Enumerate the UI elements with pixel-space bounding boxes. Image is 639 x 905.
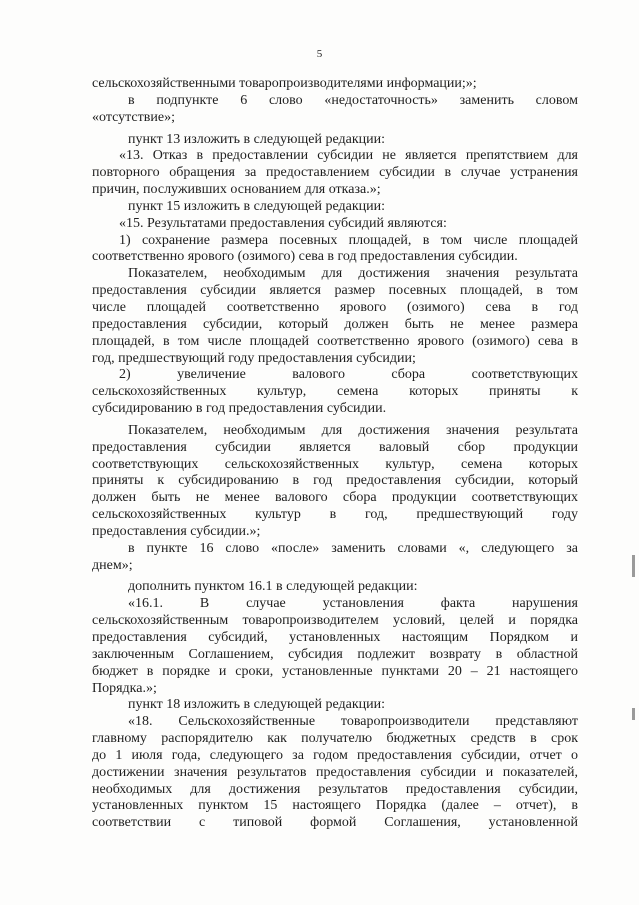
text-line: 1) сохранение размера посевных площадей, в том числе площадей — [119, 232, 578, 248]
text-line: «18. Сельскохозяйственные товаропроизводители представляют — [128, 714, 578, 730]
text-line: в подпункте 6 слово «недостаточность» заменить словом — [128, 92, 578, 108]
text-line: 2) увеличение валового сбора соответствующих — [119, 367, 578, 383]
text-line: главному распорядителю как получателю бюджетных средств в срок — [92, 731, 578, 747]
text-line: числе площадей соответственно ярового (озимого) сева в год — [92, 299, 578, 315]
text-line: «16.1. В случае установления факта нарушения — [128, 596, 578, 612]
text-line: предоставления субсидий, установленных настоящим Порядком и — [92, 630, 578, 645]
page-number: 5 — [316, 48, 323, 60]
text-line: Порядка.»; — [92, 680, 157, 696]
text-line: установленных пунктом 15 настоящего Порядка (далее – отчет), в — [92, 798, 578, 814]
text-line: днем»; — [92, 557, 133, 573]
text-line: «15. Результатами предоставления субсидий являются: — [119, 215, 447, 231]
scan-edge-mark — [632, 555, 635, 577]
text-line: Показателем, необходимым для достижения значения результата — [128, 266, 578, 282]
document-body — [92, 76, 578, 832]
text-line: соответствии с типовой формой Соглашения, установленной — [92, 815, 578, 831]
text-line: предоставления субсидии, который должен быть не менее размера — [92, 316, 578, 332]
text-line: предоставления субсидии.»; — [92, 523, 261, 539]
text-line: соответственно ярового (озимого) сева в год предоставления субсидии. — [92, 249, 518, 265]
text-line: пункт 13 изложить в следующей редакции: — [128, 131, 385, 147]
text-line: Показателем, необходимым для достижения значения результата — [128, 422, 578, 438]
text-line: дополнить пунктом 16.1 в следующей редакции: — [128, 579, 418, 595]
text-line: сельскохозяйственных культур в год, предшествующий году — [92, 507, 578, 523]
text-line: пункт 15 изложить в следующей редакции: — [128, 198, 385, 214]
text-line: площадей, в том числе площадей соответственно ярового (озимого) сева в — [92, 333, 578, 349]
text-line: необходимых для достижения результатов предоставления субсидии, — [92, 781, 578, 797]
text-line: сельскохозяйственными товаропроизводителями информации;»; — [92, 76, 477, 91]
text-line: «13. Отказ в предоставлении субсидии не является препятствием для — [119, 148, 578, 164]
text-line: предоставления субсидии является размер посевных площадей, в том — [92, 283, 578, 299]
text-line: пункт 18 изложить в следующей редакции: — [128, 697, 385, 713]
text-line: до 1 июля года, следующего за годом предоставления субсидии, отчет о — [92, 747, 578, 763]
scan-edge-mark — [632, 708, 635, 720]
text-line: сельскохозяйственных культур, семена которых приняты к — [92, 384, 578, 400]
text-line: в пункте 16 слово «после» заменить словами «, следующего за — [128, 540, 578, 556]
text-line: заключенным Соглашением, субсидия подлежит возврату в областной — [92, 646, 578, 662]
text-line: достижении значения результатов предоставления субсидии и показателей, — [92, 764, 578, 780]
text-line: год, предшествующий году предоставления субсидии; — [92, 350, 416, 366]
text-line: субсидированию в год предоставления субсидии. — [92, 401, 387, 417]
text-line: бюджет в порядке и сроки, установленные пунктами 20 – 21 настоящего — [92, 663, 578, 679]
text-line: сельскохозяйственным товаропроизводителем условий, целей и порядка — [92, 613, 578, 629]
text-line: соответствующих сельскохозяйственных культур, семена которых — [92, 456, 578, 472]
text-line: приняты к субсидированию в год предоставления субсидии, который — [92, 473, 578, 489]
text-line: причин, послуживших основанием для отказа.»; — [92, 182, 381, 198]
text-line: должен быть не менее валового сбора продукции соответствующих — [92, 490, 578, 506]
text-line: повторного обращения за предоставлением субсидии в случае устранения — [92, 165, 578, 181]
text-line: предоставления субсидии является валовый сбор продукции — [92, 439, 578, 455]
text-line: «отсутствие»; — [92, 109, 175, 125]
